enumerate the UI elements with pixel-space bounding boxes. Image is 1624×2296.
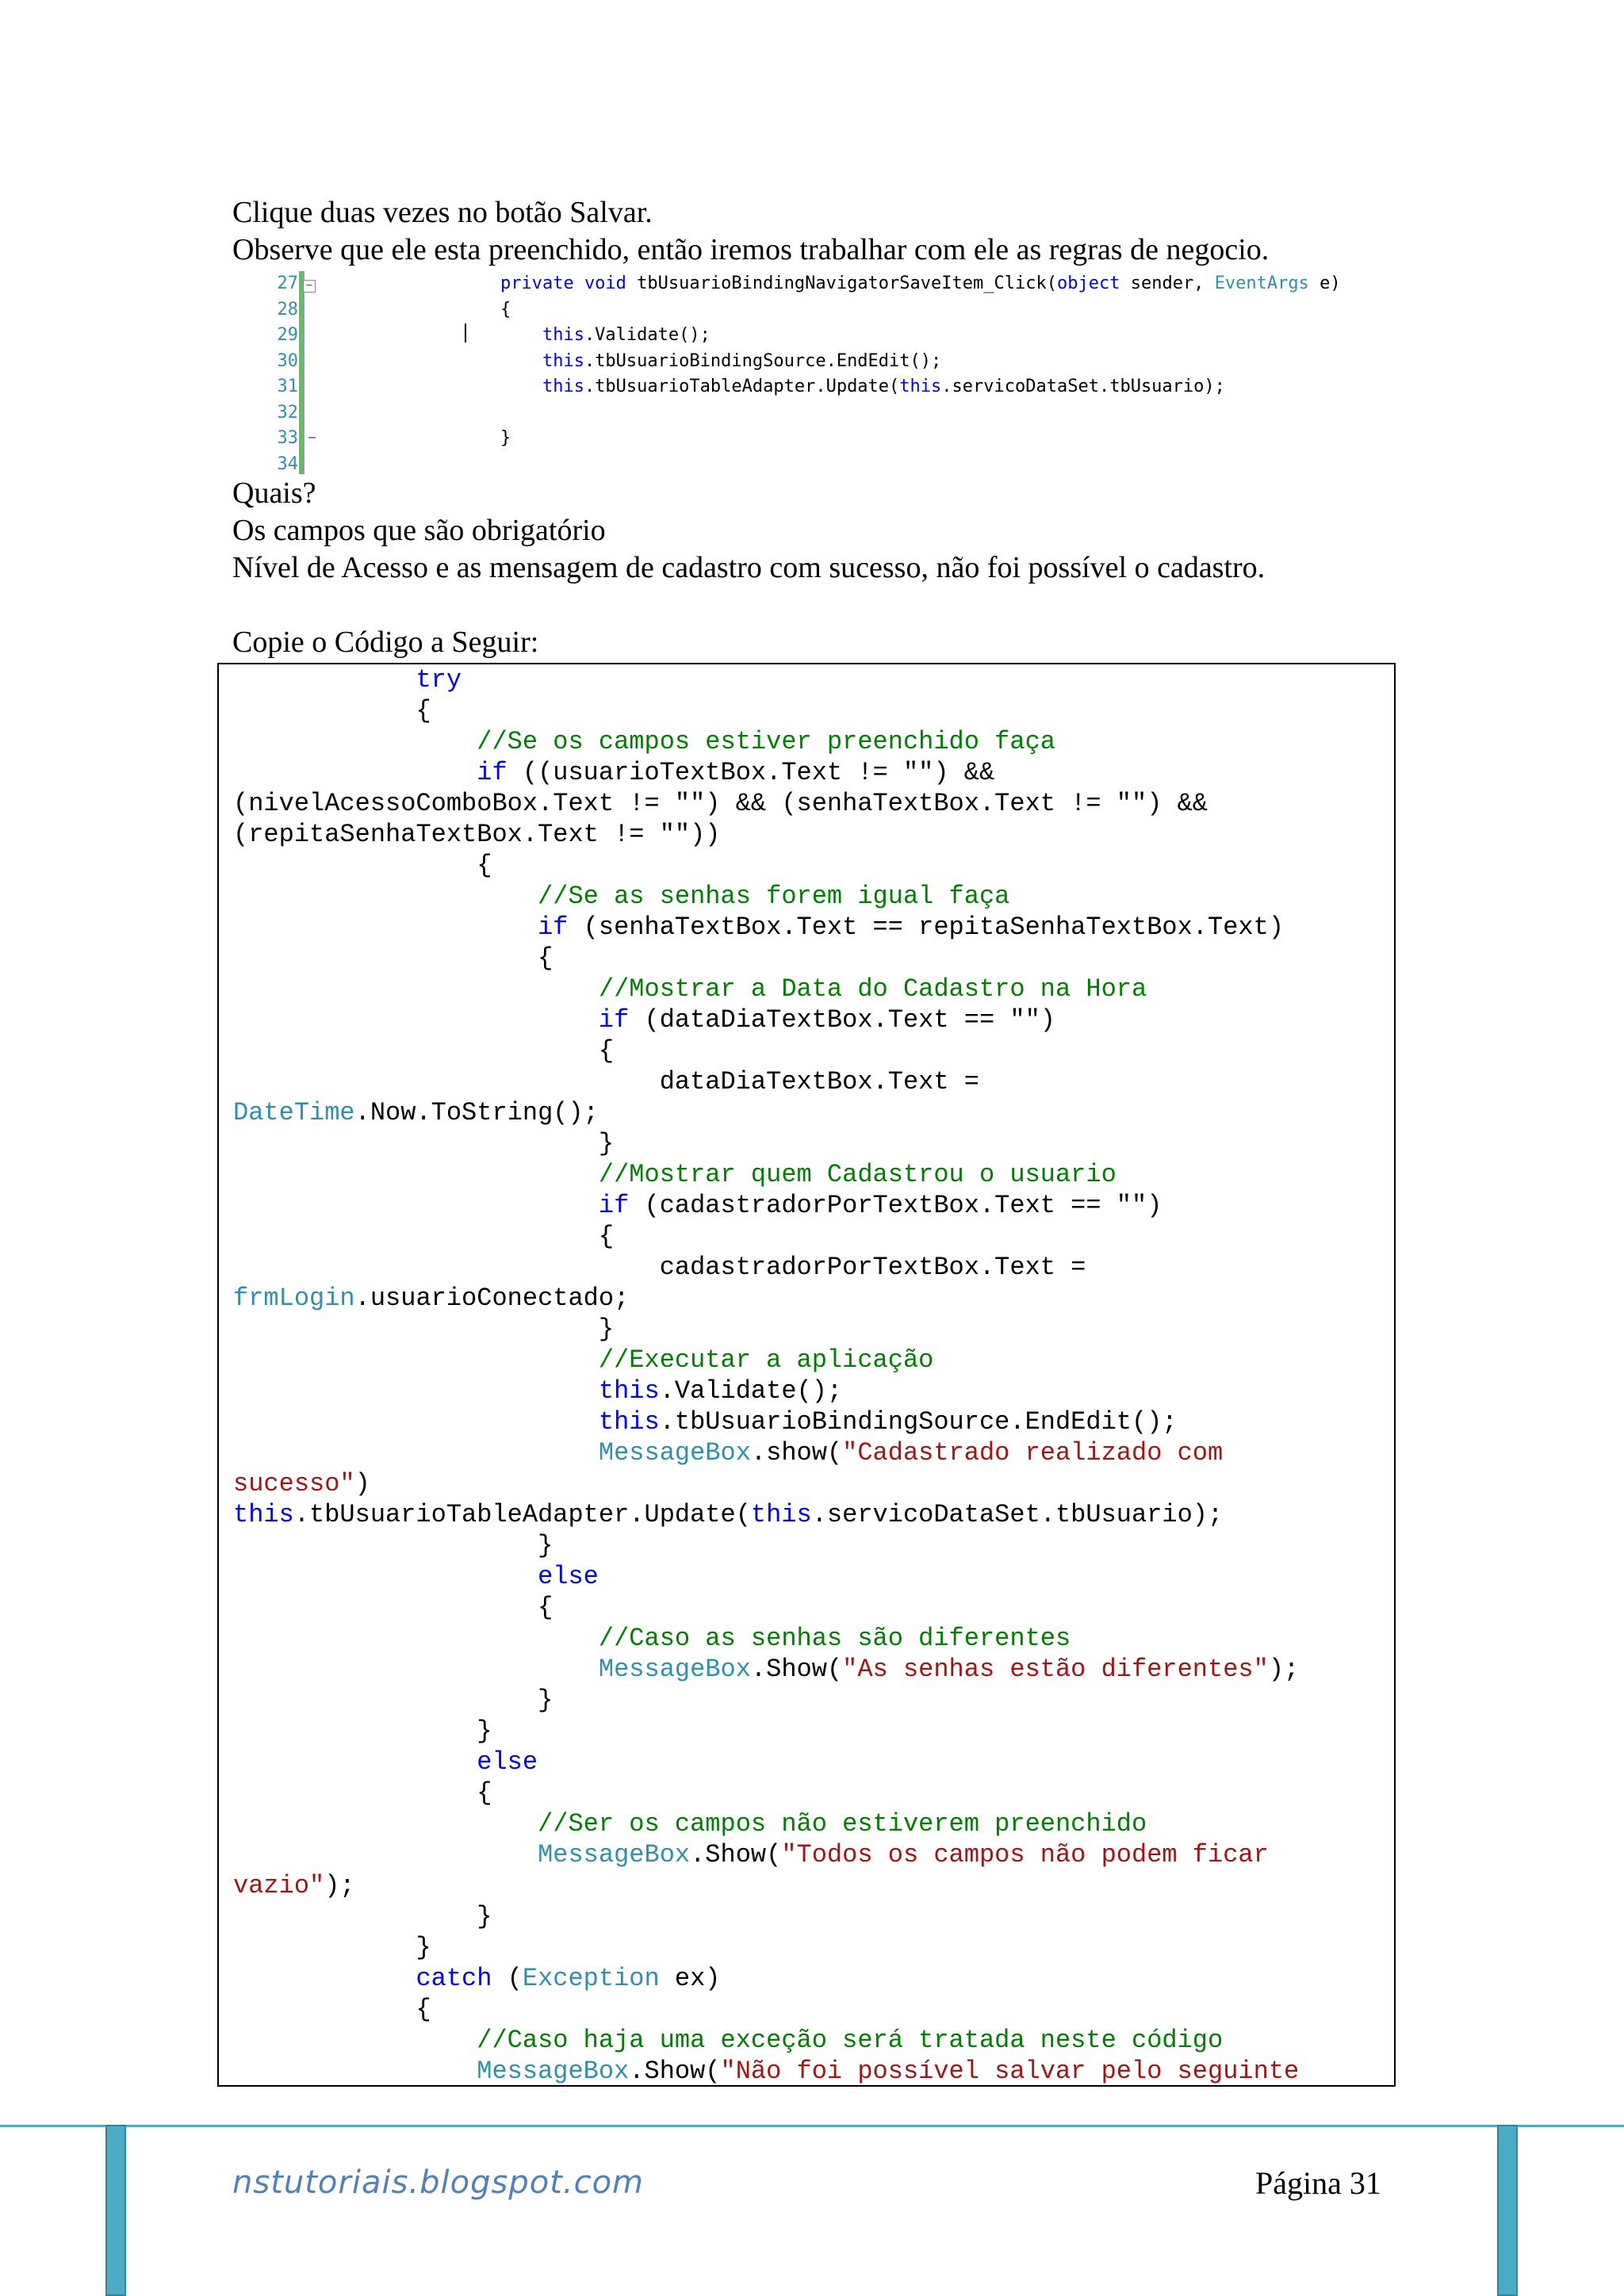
code-token: [233, 1809, 538, 1839]
code-line: [233, 819, 1299, 850]
code-token: this: [233, 1500, 294, 1529]
code-token: (dataDiaTextBox.Text == ""): [629, 1005, 1055, 1035]
code-line: [233, 1128, 1299, 1159]
code-token: [416, 274, 500, 293]
code-token: this: [598, 1407, 660, 1437]
code-token: void: [584, 274, 626, 293]
code-token: object: [1056, 274, 1120, 293]
code-token: this: [542, 377, 584, 396]
code-token: if: [598, 1005, 630, 1035]
code-token: EventArgs: [1214, 274, 1309, 293]
code-token: .usuarioConectado;: [354, 1284, 630, 1313]
code-line: [233, 1530, 1299, 1561]
code-token: [233, 1562, 538, 1591]
code-token: [233, 1005, 599, 1035]
code-line: [416, 349, 941, 374]
code-line: [233, 1870, 1299, 1901]
code-token: {: [416, 299, 511, 320]
code-token: (repitaSenhaTextBox.Text != "")): [233, 820, 721, 849]
code-token: {: [233, 1222, 615, 1251]
intro-line-2: Observe que ele esta preenchido, então iremos trabalhar com ele as regras de negocio.: [232, 233, 1270, 266]
code-listing-box: [217, 663, 1396, 2087]
code-token: [233, 1840, 538, 1869]
line-number: 34: [277, 453, 298, 474]
code-token: this: [542, 350, 584, 371]
code-token: "Não foi possível salvar pelo seguinte: [720, 2057, 1300, 2086]
code-token: .Show(: [690, 1840, 782, 1869]
code-line: [233, 1190, 1299, 1221]
code-line: [233, 1252, 1299, 1283]
ide-code-screenshot: [238, 268, 1380, 476]
code-token: this: [750, 1500, 812, 1529]
code-line: [233, 1561, 1299, 1592]
code-token: .tbUsuarioTableAdapter.Update(: [293, 1500, 751, 1529]
code-line: [233, 1468, 1299, 1499]
code-line: [416, 297, 511, 323]
code-token: {: [233, 851, 492, 880]
footer-page-number: Página 31: [1255, 2165, 1381, 2201]
code-line: [233, 1437, 1299, 1468]
code-token: [233, 882, 538, 911]
code-token: DateTime: [233, 1098, 355, 1127]
code-token: .Validate();: [584, 325, 710, 345]
footer-site-name: nstutoriais.blogspot.com: [232, 2164, 645, 2201]
code-token: .servicoDataSet.tbUsuario);: [941, 377, 1225, 396]
code-token: [233, 1407, 599, 1437]
code-line: [233, 1747, 1299, 1777]
code-token: "Cadastrado realizado com: [842, 1438, 1224, 1468]
code-token: }: [233, 1314, 615, 1344]
code-token: }: [233, 1933, 431, 1962]
code-line: [233, 1808, 1299, 1839]
copy-code-heading: Copie o Código a Seguir:: [232, 626, 539, 659]
question-line: Quais?: [232, 476, 316, 510]
code-token: this: [598, 1376, 660, 1406]
code-token: Exception: [522, 1964, 660, 1993]
code-token: MessageBox: [477, 2057, 630, 2086]
code-listing: [233, 664, 1299, 2087]
code-token: {: [233, 1778, 492, 1808]
code-token: MessageBox: [598, 1438, 751, 1468]
code-token: ((usuarioTextBox.Text != "") &&: [507, 758, 995, 787]
code-line: [233, 881, 1299, 912]
code-token: [233, 758, 477, 787]
code-token: //Mostrar quem Cadastrou o usuario: [598, 1160, 1116, 1189]
code-token: }: [233, 1716, 492, 1746]
code-line: [416, 271, 1341, 297]
code-token: .Now.ToString();: [354, 1098, 599, 1127]
code-token: [233, 727, 477, 756]
code-token: //Caso haja uma exceção será tratada neste código: [477, 2026, 1224, 2055]
code-line: [233, 1654, 1299, 1685]
footer-left-post: [105, 2125, 126, 2296]
code-line: [233, 1376, 1299, 1406]
code-token: [233, 913, 538, 942]
line-number: 30: [277, 350, 298, 371]
code-line: [233, 788, 1299, 819]
code-line: [233, 1159, 1299, 1190]
code-token: //Executar a aplicação: [598, 1345, 934, 1375]
line-number: 28: [277, 299, 298, 320]
code-token: .show(: [750, 1438, 843, 1468]
code-line: [233, 912, 1299, 943]
code-token: if: [477, 758, 508, 787]
code-line: [233, 1406, 1299, 1437]
code-token: .tbUsuarioBindingSource.EndEdit();: [659, 1407, 1178, 1437]
code-token: .tbUsuarioTableAdapter.Update(: [584, 377, 900, 396]
code-token: .tbUsuarioBindingSource.EndEdit();: [584, 350, 942, 371]
code-token: (senhaTextBox.Text == repitaSenhaTextBox.Text): [568, 913, 1285, 942]
collapse-icon: −: [303, 280, 316, 293]
code-line: [233, 1994, 1299, 2025]
code-token: try: [416, 665, 462, 695]
code-token: this: [542, 325, 584, 345]
code-token: (cadastradorPorTextBox.Text == ""): [629, 1191, 1162, 1220]
code-token: //Se os campos estiver preenchido faça: [477, 727, 1055, 756]
footer-divider: [0, 2125, 1624, 2127]
code-token: //Ser os campos não estiverem preenchido: [538, 1809, 1147, 1839]
code-token: [233, 2057, 477, 2086]
code-line: [233, 974, 1299, 1004]
code-token: ): [354, 1469, 370, 1498]
code-token: [233, 665, 416, 695]
footer-right-post: [1497, 2125, 1518, 2296]
code-line: [233, 1901, 1299, 1932]
line-number: 32: [277, 402, 298, 423]
code-token: [233, 1191, 599, 1220]
code-line: [233, 757, 1299, 788]
code-token: );: [1268, 1655, 1300, 1684]
answer-line-2: Nível de Acesso e as mensagem de cadastro com sucesso, não foi possível o cadastro.: [232, 551, 1266, 584]
code-token: {: [233, 1593, 553, 1622]
code-token: //Se as senhas forem igual faça: [538, 882, 1010, 911]
collapse-end-marker: [308, 437, 316, 438]
code-line: [233, 664, 1299, 695]
code-token: else: [477, 1747, 538, 1777]
code-token: if: [598, 1191, 630, 1220]
code-token: [233, 1376, 599, 1406]
code-token: sender,: [1120, 274, 1215, 293]
code-token: {: [233, 943, 553, 973]
line-number: 27: [277, 274, 298, 293]
code-token: [416, 377, 542, 396]
code-line: [233, 1004, 1299, 1035]
code-token: {: [233, 696, 431, 725]
code-token: [416, 325, 542, 345]
line-number: 33: [277, 428, 298, 448]
code-line: [233, 2056, 1299, 2087]
code-line: [233, 1839, 1299, 1870]
code-token: catch: [416, 1964, 492, 1993]
code-token: //Mostrar a Data do Cadastro na Hora: [598, 974, 1147, 1004]
code-line: [233, 1963, 1299, 1994]
code-line: [233, 1932, 1299, 1963]
code-line: [233, 1221, 1299, 1252]
code-token: e): [1308, 274, 1341, 293]
code-token: frmLogin: [233, 1284, 355, 1313]
code-token: );: [324, 1871, 355, 1900]
code-token: cadastradorPorTextBox.Text =: [233, 1253, 1086, 1282]
code-token: //Caso as senhas são diferentes: [598, 1624, 1071, 1653]
code-token: (nivelAcessoComboBox.Text != "") && (senhaTextBox.Text != "") &&: [233, 789, 1208, 818]
code-token: .Show(: [629, 2057, 721, 2086]
code-line: [233, 1716, 1299, 1747]
code-token: (: [492, 1964, 523, 1993]
code-token: MessageBox: [598, 1655, 751, 1684]
code-line: [233, 943, 1299, 974]
code-token: }: [416, 428, 511, 448]
code-line: [233, 1345, 1299, 1376]
code-token: [233, 1747, 477, 1777]
code-line: [233, 1283, 1299, 1314]
code-token: MessageBox: [538, 1840, 691, 1869]
code-token: if: [538, 913, 569, 942]
code-token: [233, 974, 599, 1004]
code-token: this: [899, 377, 942, 396]
code-token: {: [233, 1036, 615, 1066]
code-token: [233, 1345, 599, 1375]
code-token: [416, 351, 542, 371]
code-line: [416, 426, 511, 451]
code-token: private: [500, 274, 574, 293]
code-line: [233, 695, 1299, 726]
code-token: dataDiaTextBox.Text =: [233, 1067, 979, 1096]
code-token: vazio": [233, 1871, 325, 1900]
code-line: [233, 1035, 1299, 1066]
code-token: {: [233, 1995, 431, 2024]
code-token: "As senhas estão diferentes": [842, 1655, 1269, 1684]
code-token: .Show(: [750, 1655, 843, 1684]
answer-line-1: Os campos que são obrigatório: [232, 514, 606, 547]
code-token: [233, 1624, 599, 1653]
code-token: tbUsuarioBindingNavigatorSaveItem_Click(: [626, 274, 1057, 293]
code-token: .servicoDataSet.tbUsuario);: [811, 1500, 1224, 1529]
code-token: sucesso": [233, 1469, 355, 1498]
line-number: 31: [277, 377, 298, 396]
code-token: else: [538, 1562, 599, 1591]
code-line: [233, 1592, 1299, 1623]
code-line: [416, 374, 1225, 400]
code-token: [233, 1964, 416, 1993]
code-line: [233, 1066, 1299, 1097]
code-token: }: [233, 1686, 553, 1715]
code-line: [233, 726, 1299, 757]
code-line: [233, 1685, 1299, 1716]
line-number: 29: [277, 325, 298, 345]
intro-line-1: Clique duas vezes no botão Salvar.: [232, 196, 653, 229]
code-line: [233, 1097, 1299, 1128]
code-line: [233, 1623, 1299, 1654]
code-token: }: [233, 1129, 615, 1158]
code-line: [233, 1499, 1299, 1530]
code-token: }: [233, 1531, 553, 1560]
code-line: [233, 2025, 1299, 2056]
code-token: [574, 274, 584, 293]
code-line: [233, 1777, 1299, 1808]
code-line: [233, 1314, 1299, 1345]
code-line: [233, 850, 1299, 881]
code-token: [233, 2026, 477, 2055]
code-token: "Todos os campos não podem ficar: [781, 1840, 1269, 1869]
text-caret: [465, 323, 466, 342]
code-token: ex): [659, 1964, 721, 1993]
code-token: [233, 1655, 599, 1684]
code-token: .Validate();: [659, 1376, 843, 1406]
code-token: }: [233, 1902, 492, 1931]
outline-gutter: [302, 271, 304, 474]
code-line: [416, 323, 710, 348]
code-token: [233, 1438, 599, 1468]
code-token: [233, 1160, 599, 1189]
